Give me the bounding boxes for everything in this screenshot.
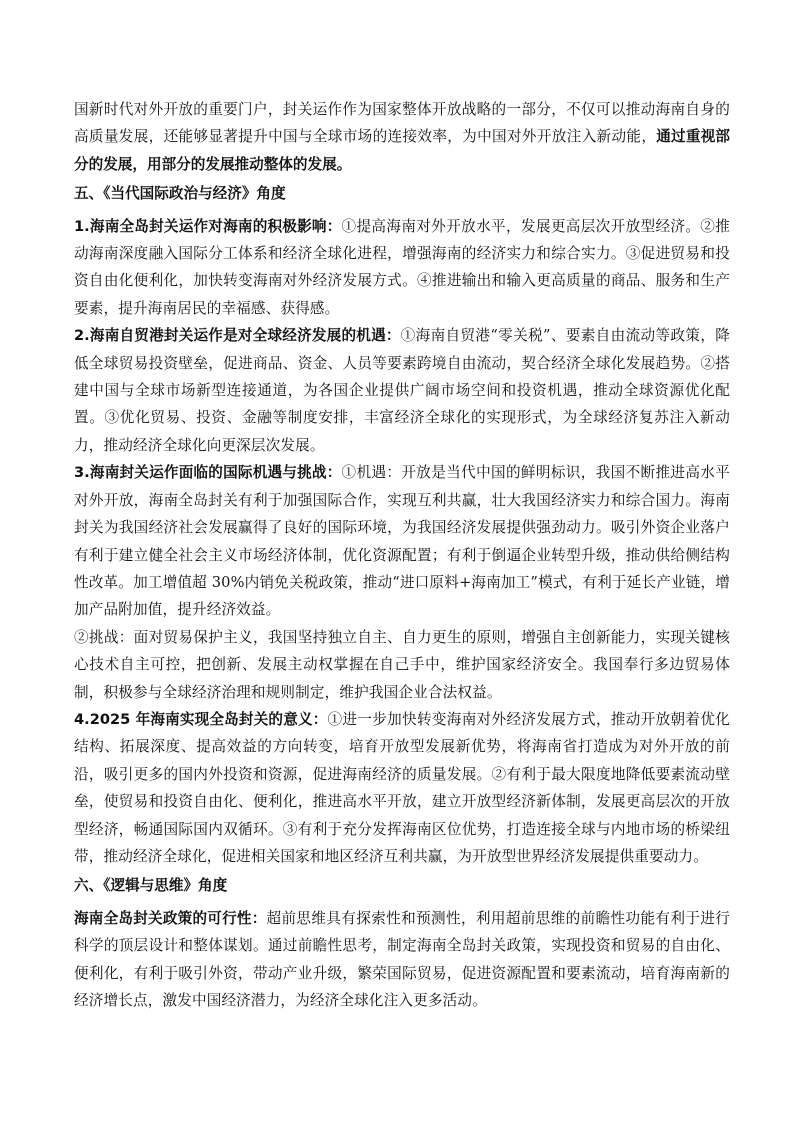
intro-paragraph [74,96,730,178]
section5-item-3 [74,459,730,623]
item-text: 超前思维具有探索性和预测性，利用超前思维的前瞻性功能有利于进行科学的顶层设计和整体谋划。通过前瞻性思考，制定海南全岛封关政策，实现投资和贸易的自由化、便利化，有利于吸引外资，带动产业升级，繁荣国际贸易，促进资源配置和要素流动，培育海南新的经济增长点，激发中国经济潜力，为经济全球化注入更多活动。 [74,909,730,1009]
section-heading-politics-economy: 五、《当代国际政治与经济》角度 [74,185,286,203]
item-text: ①机遇：开放是当代中国的鲜明标识，我国不断推进高水平对外开放，海南全岛封关有利于加强国际合作，实现互利共赢，壮大我国经济实力和综合国力。海南封关为我国经济社会发展赢得了良好的国际环境，为我国经济发展提供强劲动力。吸引外资企业落户有利于建立健全社会主义市场经济体制，优化资源配置；有利于倒逼企业转型升级，推动供给侧结构性改革。加工增值超 30%内销免关税政策，推动“进口原料+海南加工”模式，有利于延长产业链，增加产品附加值，提升经济效益。 [74,464,731,619]
item-text: ①海南自贸港“零关税”、要素自由流动等政策，降低全球贸易投资壁垒，促进商品、资金、人员等要素跨境自由流动，契合经济全球化发展趋势。②搭建中国与全球市场新型连接通道，为各国企业提供广阔市场空间和投资机遇，推动全球资源优化配置。③优化贸易、投资、金融等制度安排，丰富经济全球化的实现形式，为全球经济复苏注入新动力，推动经济全球化向更深层次发展。 [74,327,731,454]
section5-item-3-challenges [74,624,730,706]
item-text: ①提高海南对外开放水平，发展更高层次开放型经济。②推动海南深度融入国际分工体系和经济全球化进程，增强海南的经济实力和综合实力。③促进贸易和投资自由化便利化，加快转变海南对外经济发展方式。④推进输出和输入更高质量的商品、服务和生产要素，提升海南居民的幸福感、获得感。 [74,217,731,317]
item-lead: 3.海南封关运作面临的国际机遇与挑战： [74,464,342,482]
section5-item-1 [74,213,730,323]
section-heading-logic-thinking: 六、《逻辑与思维》角度 [74,877,228,895]
item-lead: 1.海南全岛封关运作对海南的积极影响： [74,217,342,235]
item-text: ①进一步加快转变海南对外经济发展方式，推动开放朝着优化结构、拓展深度、提高效益的方向转变，培育开放型发展新优势，将海南省打造成为对外开放的前沿，吸引更多的国内外投资和资源，促进海南经济的质量发展。②有利于最大限度地降低要素流动壁垒，使贸易和投资自由化、便利化，推进高水平开放，建立开放型经济新体制，发展更高层次的开放型经济，畅通国际国内双循环。③有利于充分发挥海南区位优势，打造连接全球与内地市场的桥梁纽带，推动经济全球化，促进相关国家和地区经济互利共赢，为开放型世界经济发展提供重要动力。 [74,710,730,865]
item-lead: 4.2025 年海南实现全岛封关的意义： [74,710,328,728]
item-text: ②挑战：面对贸易保护主义，我国坚持独立自主、自力更生的原则，增强自主创新能力，实现关键核心技术自主可控，把创新、发展主动权掌握在自己手中，维护国家经济安全。我国奉行多边贸易体制，积极参与全球经济治理和规则制定，维护我国企业合法权益。 [74,628,730,701]
section6-item [74,905,730,1015]
intro-text: 国新时代对外开放的重要门户，封关运作作为国家整体开放战略的一部分，不仅可以推动海南自身的高质量发展，还能够显著提升中国与全球市场的连接效率，为中国对外开放注入新动能， [74,101,730,146]
item-lead: 海南全岛封关政策的可行性： [74,909,267,927]
intro-bold-conclusion: 通过重视部分的发展，用部分的发展推动整体的发展。 [74,128,730,173]
item-lead: 2.海南自贸港封关运作是对全球经济发展的机遇： [74,327,401,345]
section5-item-2 [74,322,730,459]
document-body [74,96,730,1014]
section5-item-4 [74,706,730,870]
